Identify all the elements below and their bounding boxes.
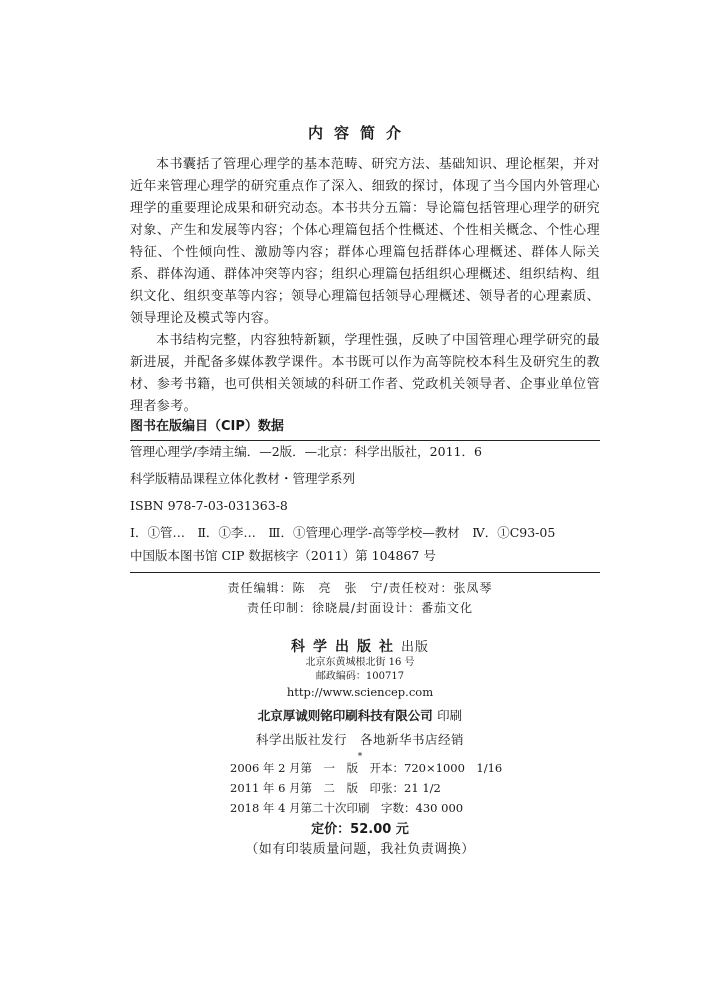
edition-row-printing: 2018 年 4 月第二十次印刷 字数：430 000 — [230, 801, 464, 815]
printer-name: 北京厚诚则铭印刷科技有限公司 — [257, 708, 433, 723]
cip-line-series: 科学版精品课程立体化教材・管理学系列 — [130, 471, 356, 486]
summary-paragraph-1: 本书囊括了管理心理学的基本范畴、研究方法、基础知识、理论框架，并对近年来管理心理学的研究重点作了深入、细致的探讨，体现了当今国内外管理心理学的重要理论成果和研究动态。本书共分五篇：导论篇包括管理心理学的研究对象、产生和发展等内容；个体心理篇包括个性概述、个性相关概念、个性心理特征、个性倾向性、激励等内容；群体心理篇包括群体心理概述、群体人际关系、群体沟通、群体冲突等内容；组织心理篇包括组织心理概述、组织结构、组织文化、组织变革等内容；领导心理篇包括领导心理概述、领导者的心理素质、领导理论及模式等内容。 — [130, 157, 600, 326]
credits-editors: 责任编辑：陈 亮 张 宁/责任校对：张凤琴 — [227, 581, 493, 595]
printer-line — [0, 706, 720, 724]
cip-header: 图书在版编目（CIP）数据 — [130, 415, 600, 441]
cip-line-verification: 中国版本图书馆 CIP 数据核字（2011）第 104867 号 — [130, 546, 600, 573]
edition-row-second: 2011 年 6 月第 二 版 印张：21 1/2 — [230, 781, 441, 795]
cip-record — [130, 442, 600, 550]
publisher-url: http://www.sciencep.com — [286, 685, 434, 699]
credits — [0, 578, 720, 618]
quality-notice: （如有印装质量问题，我社负责调换） — [245, 842, 475, 857]
publisher-line — [0, 636, 720, 656]
distribution-line: 科学出版社发行 各地新华书店经销 — [255, 732, 464, 747]
summary-body — [130, 154, 600, 418]
publisher-name: 科学出版社 — [290, 639, 401, 655]
section-divider-mark: * — [357, 752, 363, 762]
credits-production: 责任印制：徐晓晨/封面设计：番茄文化 — [246, 601, 474, 615]
cip-line-isbn: ISBN 978-7-03-031363-8 — [130, 498, 288, 513]
cip-line-citation: 管理心理学/李靖主编．—2版．—北京：科学出版社，2011．6 — [130, 444, 482, 459]
cip-line-classification: Ⅰ．①管… Ⅱ．①李… Ⅲ．①管理心理学-高等学校—教材 Ⅳ．①C93-05 — [130, 525, 556, 540]
printer-suffix: 印刷 — [437, 708, 463, 723]
edition-info — [230, 758, 502, 818]
price: 定价：52.00 元 — [311, 822, 409, 837]
publisher-name-suffix: 出版 — [400, 640, 429, 655]
summary-paragraph-2: 本书结构完整，内容独特新颖，学理性强，反映了中国管理心理学研究的最新进展，并配备多媒体教学课件。本书既可以作为高等院校本科生及研究生的教材、参考书籍，也可供相关领域的科研工作者、党政机关领导者、企事业单位管理者参考。 — [130, 333, 600, 414]
publisher-postcode: 邮政编码：100717 — [315, 671, 405, 682]
edition-row-first: 2006 年 2 月第 一 版 开本：720×1000 1/16 — [230, 761, 503, 775]
publisher-block — [0, 636, 720, 766]
publisher-address: 北京东黄城根北街 16 号 — [305, 657, 415, 668]
summary-title: 内容简介 — [307, 124, 412, 142]
